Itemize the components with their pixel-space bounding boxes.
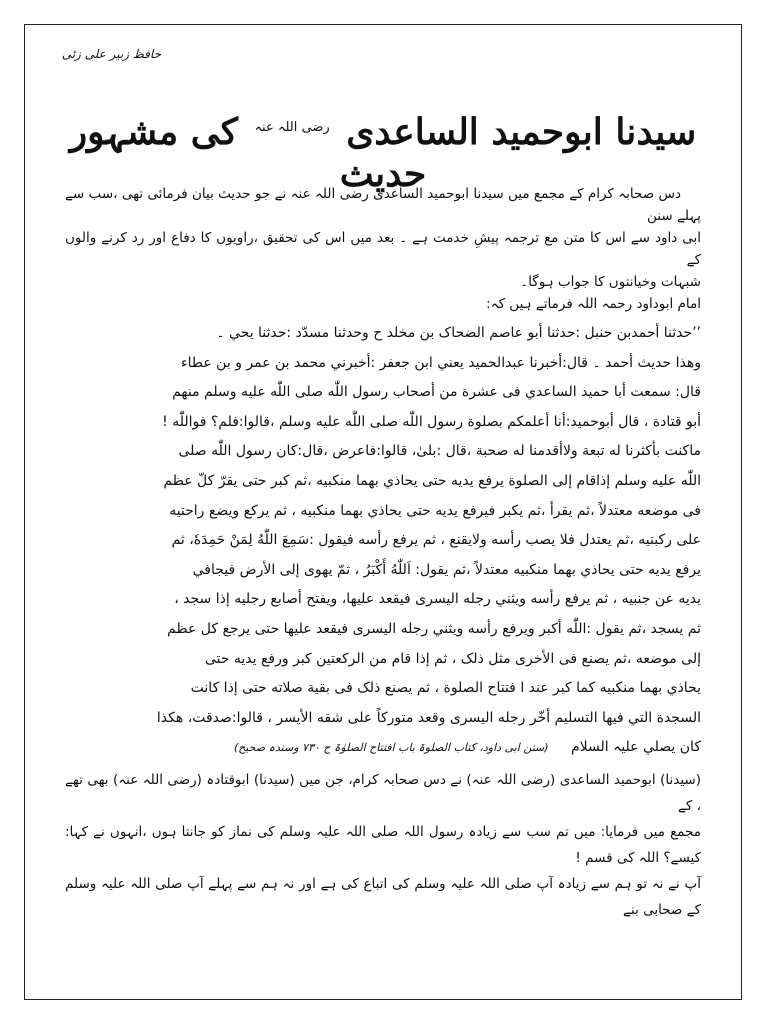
- arabic-line: کان یصلي علیہ السلام: [571, 739, 701, 756]
- translation-line: (سیدنا) ابوحمید الساعدی (رضی اللہ عنہ) نے دس صحابہ کرام، جن میں (سیدنا) ابوقتادہ (رضی اللہ عنہ) بھی تھے ، کے: [65, 771, 701, 814]
- title-main: سیدنا ابوحمید الساعدی: [346, 111, 697, 153]
- arabic-line: یحاذي بهما منکبیه کما کبر عند ا فتتاح الصلوة ، ثم یصنع ذلک فی بقیة صلاته حتی إذا کانت: [190, 680, 701, 697]
- title-tail: کی مشہور حدیث: [69, 111, 427, 195]
- hadith-reference: (سنن ابی داود، کتاب الصلوۃ باب افتتاح الصلوٰۃ ح ۷۳۰ وسندہ صحیح): [233, 741, 549, 755]
- arabic-line: وهذا حدیث أحمد ۔ قال:أخبرنا عبدالحمید یعني ابن جعفر :أخبرني محمد بن عمر و بن عطاء: [181, 354, 701, 371]
- page-frame: [24, 24, 742, 1000]
- arabic-line: إلی موضعه ،ثم یصنع فی الأخری مثل ذلک ، ثم إذا قام من الرکعتین کبر ورفع یدیه حتی: [204, 650, 701, 667]
- arabic-line: أبو قتادة ، قال أبوحمید:أنا أعلمکم بصلوة رسول اللّٰه صلی اللّٰه علیه وسلم ،قالوا:فلم؟ فواللّٰه !: [162, 413, 701, 430]
- content-body: [65, 183, 701, 923]
- arabic-last-line: [65, 733, 701, 763]
- intro-line: شبہات وخیانتوں کا جواب ہوگا۔: [520, 274, 701, 290]
- arabic-line: ثم یسجد ،ثم یقول :اللّٰه أکبر ویرفع رأسه ویثني رجله الیسری فیقعد علیها حتی یرجع کل عظم: [167, 620, 701, 637]
- arabic-line: اللّٰه علیه وسلم إذاقام إلی الصلوة یرفع یدیه حتی یحاذي بهما منکبیه ،ثم کبر حتی یقرّ کلّ عظم: [163, 472, 701, 489]
- arabic-hadith-text: [65, 319, 701, 763]
- intro-line: دس صحابہ کرام کے مجمع میں سیدنا ابوحمید الساعدی رضی اللہ عنہ نے جو حدیث بیان فرمائی تھی ،سب سے پہلے سنن: [65, 186, 701, 224]
- arabic-line: السجدة التي فیها التسلیم أخّر رجله الیسری وقعد متورکاً علی شقه الأیسر ، قالوا:صدقت، هکذا: [156, 709, 701, 726]
- title-honorific: رضی اللہ عنہ: [254, 120, 330, 135]
- arabic-line: یدیه عن جنبیه ، ثم یرفع رأسه ویثني رجله الیسری فیقعد علیها، ویفتح أصابع رجلیه إذا سجد ،: [174, 591, 701, 608]
- arabic-line: یرفع یدیه حتی یحاذي بهما منکبیه معتدلاً ،ثم یقول: اَللّٰهُ أَکْبَرُ ، ثمّ یهوی إلی الأرض فیجافي: [192, 561, 701, 578]
- translation-line: آپ نے نہ تو ہم سے زیادہ آپ صلی اللہ علیہ وسلم کی اتباع کی ہے اور نہ ہم سے پہلے آپ صلی اللہ علیہ وسلم کے صحابی بنے: [65, 875, 701, 918]
- translation-line: مجمع میں فرمایا: میں تم سب سے زیادہ رسول اللہ صلی اللہ علیہ وسلم کی نماز کو جانتا ہوں ،انہوں نے کہا: کیسے؟ اللہ کی قسم !: [65, 823, 701, 866]
- translation-section: [65, 767, 701, 923]
- arabic-line: ’’حدثنا أحمدبن حنبل :حدثنا أبو عاصم الضحاک بن مخلد ح وحدثنا مسدّد :حدثنا یحي ۔: [216, 325, 701, 341]
- intro-section: [65, 183, 701, 315]
- intro-line: امام ابوداود رحمہ اللہ فرماتے ہیں کہ:: [486, 296, 701, 312]
- arabic-line: قال: سمعت أبا حمید الساعدي فی عشرة من أصحاب رسول اللّٰه صلی اللّٰه علیه وسلم منهم: [172, 384, 701, 401]
- arabic-line: فی موضعه معتدلاً ،ثم یقرأ ،ثم یکبر فیرفع یدیه حتی یحاذي بهما منکبیه ، ثم یرکع ویضع راحتیه: [169, 502, 701, 519]
- intro-line: ابی داود سے اس کا متن مع ترجمہ پیشِ خدمت ہے ۔ بعد میں اس کی تحقیق ،راویوں کا دفاع اور رد کرنے والوں کے: [65, 230, 701, 268]
- arabic-line: ماکنت بأکثرنا له تبعة ولاأقدمنا له صحبة ،قال :بلیٰ، قالوا:فاعرض ،قال:کان رسول اللّٰه صلی: [178, 443, 701, 460]
- arabic-line: علی رکبتیه ،ثم یعتدل فلا یصب رأسه ولایقنع ، ثم یرفع رأسه فیقول :سَمِعَ اللّٰهُ لِمَنْ حَمِدَهٗ، ثم: [171, 532, 701, 549]
- author-name: حافظ زبیر علی زئی: [61, 47, 161, 61]
